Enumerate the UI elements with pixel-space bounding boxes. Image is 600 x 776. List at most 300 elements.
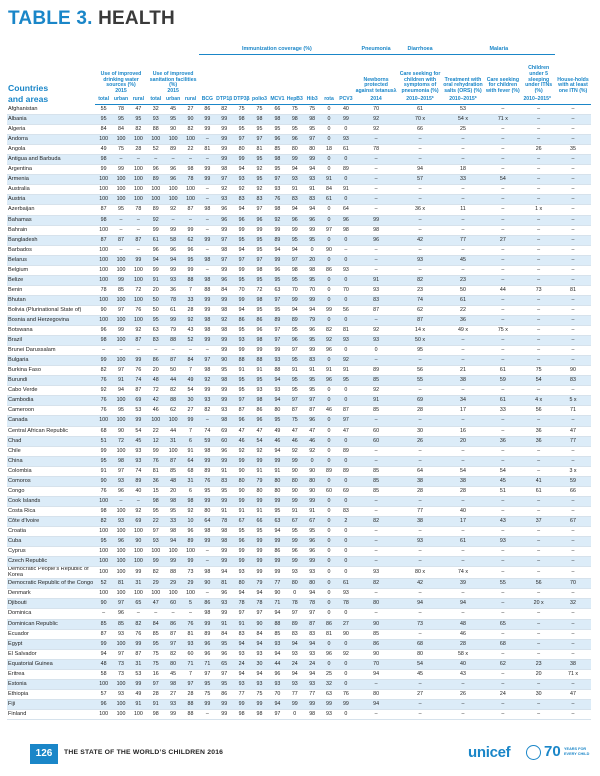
table-row [7,285,591,295]
table-cell: – [483,416,522,426]
table-cell: 98 [269,115,286,125]
table-cell: 53 [130,406,147,416]
country-name: Ecuador [7,629,95,639]
country-name: Andorra [7,135,95,145]
table-cell: 14 x [398,326,443,336]
table-cell: 0 [337,436,354,446]
table-cell: 96 [95,699,112,709]
table-cell: 52 [182,336,199,346]
table-cell: 31 [164,436,181,446]
table-cell: 99 [269,225,286,235]
table-cell: 94 [286,205,303,215]
table-cell: 85 [355,486,398,496]
table-cell: 90 [199,579,215,589]
table-cell: 47 [555,689,591,699]
table-cell: 89 [164,145,181,155]
table-cell: – [522,235,555,245]
table-cell: 0 [286,589,303,599]
table-cell: 88 [269,366,286,376]
table-cell: 93 [216,599,233,609]
table-cell: 0 [337,195,354,205]
table-row [7,305,591,315]
table-cell: 60 [164,599,181,609]
table-cell: – [355,456,398,466]
table-cell: 95 [216,486,233,496]
table-cell: 96 [269,669,286,679]
table-cell: – [522,115,555,125]
table-cell: 99 [250,547,268,557]
table-cell: – [443,446,484,456]
table-cell: 76 [199,476,215,486]
table-cell: 99 [337,115,354,125]
table-cell: 95 [303,235,320,245]
table-cell: 90 [164,125,181,135]
table-cell: 0 [321,496,337,506]
table-cell: 100 [112,639,129,649]
table-cell: 99 [286,155,303,165]
table-cell: 80 [250,486,268,496]
table-row [7,537,591,547]
table-cell: – [130,346,147,356]
table-cell: – [443,679,484,689]
table-cell: 81 [337,326,354,336]
table-cell: 99 [250,496,268,506]
table-cell: 0 [321,235,337,245]
table-cell: 95 [216,679,233,689]
table-cell: – [555,547,591,557]
table-cell: – [483,245,522,255]
table-cell: 94 [355,669,398,679]
table-cell: 62 [164,406,181,416]
table-cell: 72 [147,386,164,396]
table-cell: – [443,589,484,599]
table-cell: 72 [112,436,129,446]
table-cell: 89 [321,466,337,476]
table-cell: 73 [112,659,129,669]
table-cell: – [443,155,484,165]
table-cell: 88 [182,699,199,709]
table-cell: 66 [269,105,286,115]
table-cell: 92 [182,315,199,325]
table-cell: 97 [182,679,199,689]
table-cell: 96 [321,376,337,386]
table-cell: 98 [199,275,215,285]
table-cell: 45 [164,105,181,115]
country-name: Dominican Republic [7,619,95,629]
table-cell: 85 [269,629,286,639]
table-cell: 94 [112,386,129,396]
col-year2014: 2014 [355,95,398,105]
table-cell: 100 [147,547,164,557]
table-row [7,386,591,396]
table-cell: 95 [250,275,268,285]
table-cell: 98 [182,165,199,175]
table-cell: – [522,386,555,396]
table-cell: 87 [130,336,147,346]
table-cell: 59 [483,376,522,386]
country-name: Dominica [7,609,95,619]
table-cell: 98 [199,255,215,265]
table-cell: – [355,205,398,215]
table-cell: – [443,456,484,466]
table-cell: 47 [147,599,164,609]
table-row [7,356,591,366]
table-cell: 25 [321,669,337,679]
table-cell: 95 [250,526,268,536]
table-cell: 100 [95,245,112,255]
table-cell: 93 [321,709,337,719]
table-cell: 91 [147,275,164,285]
table-cell: 90 [321,245,337,255]
table-cell: – [522,629,555,639]
table-cell: 90 [182,115,199,125]
table-row [7,165,591,175]
table-cell: 100 [95,195,112,205]
table-cell: 95 [250,245,268,255]
table-cell: 0 [337,476,354,486]
table-cell: 90 [286,486,303,496]
table-cell: 100 [95,175,112,185]
table-cell: 77 [303,689,320,699]
col-rota: rota [321,95,337,105]
table-cell: 99 [164,265,181,275]
table-cell: 0 [321,426,337,436]
table-cell: 32 [321,679,337,689]
table-cell: 99 [269,567,286,579]
table-row [7,426,591,436]
table-cell: 97 [112,599,129,609]
table-cell: 96 [303,326,320,336]
table-cell: 67 [233,516,250,526]
table-cell: – [522,526,555,536]
country-name: Bangladesh [7,235,95,245]
table-cell: 99 [130,639,147,649]
country-name: Burkina Faso [7,366,95,376]
table-cell: 98 [147,496,164,506]
table-cell: 99 [130,567,147,579]
table-cell: 0 [321,557,337,567]
table-cell: 89 [269,315,286,325]
country-name: Canada [7,416,95,426]
table-cell: 83 [250,195,268,205]
table-cell: 60 [355,436,398,446]
table-cell: 74 [398,295,443,305]
table-cell: 0 [321,275,337,285]
table-cell: – [355,265,398,275]
table-cell: – [355,547,398,557]
table-cell: – [199,547,215,557]
table-cell: 53 [130,669,147,679]
country-name: Democratic Republic of the Congo [7,579,95,589]
col-yr-3: 2010–2015* [483,95,591,105]
table-cell: 91 [269,466,286,476]
table-cell: 54 [398,659,443,669]
table-cell: – [199,346,215,356]
table-cell: – [555,245,591,255]
table-cell: 36 [522,436,555,446]
table-cell: 54 [182,386,199,396]
table-cell: 47 [130,105,147,115]
table-cell: – [555,135,591,145]
table-cell: – [443,699,484,709]
table-cell: 90 [269,589,286,599]
table-cell: 96 [250,416,268,426]
table-cell: 0 [321,356,337,366]
table-cell: – [443,135,484,145]
table-row [7,336,591,346]
table-cell: 99 [250,225,268,235]
country-name: Chile [7,446,95,456]
table-cell: 55 [95,105,112,115]
table-row [7,456,591,466]
table-cell: 96 [321,649,337,659]
table-cell: 46 [321,406,337,416]
table-cell: 96 [112,537,129,547]
table-cell: 61 [483,396,522,406]
table-cell: 94 [250,639,268,649]
table-cell: 95 [199,679,215,689]
table-cell: 100 [182,547,199,557]
table-cell: – [483,295,522,305]
table-cell: 91 [95,466,112,476]
table-cell: 82 [130,125,147,135]
table-cell: 100 [164,589,181,599]
table-cell: 98 [164,496,181,506]
table-cell: 97 [147,526,164,536]
table-cell: 94 [286,305,303,315]
country-name: Burundi [7,376,95,386]
table-cell: 85 [355,466,398,476]
table-cell: 99 [164,557,181,567]
table-cell: 91 [355,396,398,406]
table-cell: 95 [233,235,250,245]
pneumonia-header: Pneumonia [355,45,398,55]
table-cell: 93 [112,629,129,639]
table-cell: 98 [303,265,320,275]
table-cell: – [522,336,555,346]
table-row [7,135,591,145]
table-cell: 95 [216,366,233,376]
table-cell: 95 [147,639,164,649]
table-cell: – [555,315,591,325]
country-name: Armenia [7,175,95,185]
table-cell: 92 [355,125,398,135]
table-cell: 46 [303,436,320,446]
table-cell: 99 [233,265,250,275]
table-cell: 90 [130,537,147,547]
table-cell: 90 [286,466,303,476]
table-cell: 97 [164,639,181,649]
table-row [7,185,591,195]
table-cell: – [555,185,591,195]
table-cell: – [130,155,147,165]
table-cell: 99 [147,446,164,456]
table-cell: – [443,195,484,205]
table-cell: 91 [216,506,233,516]
table-cell: 89 [182,537,199,547]
table-cell: 22 [147,426,164,436]
table-cell: – [555,629,591,639]
table-cell: – [112,496,129,506]
table-cell: 40 [443,659,484,669]
table-cell: 91 [233,366,250,376]
table-cell: 87 [303,619,320,629]
country-name: Brazil [7,336,95,346]
table-cell: 97 [269,326,286,336]
table-cell: 87 [130,649,147,659]
table-cell: – [555,195,591,205]
table-cell: 100 [130,547,147,557]
table-cell: 99 [216,295,233,305]
col-dtp1: DTP1β [216,95,233,105]
table-cell: 78 [355,145,398,155]
table-cell: 99 [216,145,233,155]
table-cell: 92 [250,446,268,456]
table-cell: – [355,446,398,456]
table-cell: 86 [199,105,215,115]
table-cell: – [522,105,555,115]
table-cell: 87 [130,235,147,245]
table-cell: 0 [337,669,354,679]
table-cell: 73 [522,285,555,295]
table-cell: 54 [130,426,147,436]
table-cell: 52 [147,145,164,155]
table-cell: 70 [337,285,354,295]
table-cell: – [483,105,522,115]
hh-itn-header: House-holds with at least one ITN (%) [557,76,589,95]
table-cell: 95 [286,326,303,336]
table-cell: – [164,155,181,165]
table-cell: – [443,416,484,426]
table-cell: – [483,589,522,599]
table-cell: 97 [269,709,286,719]
table-cell: – [555,386,591,396]
table-cell: 99 [216,225,233,235]
table-cell: – [555,175,591,185]
table-cell: 99 [199,175,215,185]
table-cell: 97 [233,255,250,265]
table-cell: 0 [321,205,337,215]
table-cell: 99 [216,336,233,346]
table-row [7,115,591,125]
table-cell: 97 [269,336,286,346]
table-cell: 96 [286,547,303,557]
table-cell: 75 [112,145,129,155]
table-cell: – [483,315,522,325]
table-cell: 100 [164,416,181,426]
col-bcg: BCG [199,95,215,105]
table-cell: 65 [483,619,522,629]
table-row [7,679,591,689]
table-cell: 95 [130,115,147,125]
table-cell: 100 [147,416,164,426]
table-cell: 99 [233,456,250,466]
table-cell: 50 [443,285,484,295]
table-cell: 69 [216,426,233,436]
table-cell: 77 [443,235,484,245]
table-cell: 96 [286,215,303,225]
table-cell: 98 [199,446,215,456]
table-cell: – [398,356,443,366]
table-cell: 95 [286,526,303,536]
table-subject: HEALTH [98,8,175,29]
table-cell: – [555,446,591,456]
table-cell: 0 [337,567,354,579]
table-cell: 84 [147,619,164,629]
table-cell: 100 [95,567,112,579]
table-cell: 93 [112,516,129,526]
table-cell: 95 [216,639,233,649]
table-cell: 94 [269,649,286,659]
table-cell: – [398,699,443,709]
table-cell: 80 [286,145,303,155]
table-cell: 88 [164,336,181,346]
sanitation-year: 2015 [167,88,179,95]
table-cell: – [555,326,591,336]
table-cell: 98 [199,609,215,619]
table-cell: 87 [164,629,181,639]
table-cell: 99 [250,699,268,709]
table-cell: 90 [355,649,398,659]
table-cell: 0 [337,679,354,689]
table-cell: 99 [286,496,303,506]
table-cell: 33 [164,516,181,526]
table-cell: 94 [303,205,320,215]
table-cell: 98 [216,245,233,255]
col-polio3: polio3 [250,95,268,105]
country-name: Algeria [7,125,95,135]
table-cell: – [522,537,555,547]
table-cell: – [483,185,522,195]
table-cell: – [483,567,522,579]
table-cell: 93 [398,255,443,265]
table-cell: – [522,649,555,659]
table-cell: 88 [164,567,181,579]
table-cell: 98 [216,305,233,315]
table-row [7,506,591,516]
table-cell: 95 [303,125,320,135]
table-cell: – [199,195,215,205]
table-cell: 0 [337,526,354,536]
table-cell: – [555,709,591,719]
table-row [7,366,591,376]
table-cell: 88 [182,275,199,285]
table-row [7,496,591,506]
table-cell: 22 [147,516,164,526]
table-cell: 75 x [483,326,522,336]
table-cell: 98 [269,155,286,165]
country-name: Denmark [7,589,95,599]
table-cell: 89 [147,175,164,185]
table-cell: – [355,135,398,145]
table-cell: 91 [233,506,250,516]
table-cell: 99 [286,699,303,709]
table-cell: 56 [337,305,354,315]
table-cell: 24 [303,659,320,669]
table-cell: 79 [164,326,181,336]
table-row [7,155,591,165]
table-cell: 20 x [522,599,555,609]
table-cell: 69 [130,516,147,526]
table-cell: 95 [269,416,286,426]
table-cell: 61 [337,145,354,155]
table-cell: 0 [321,396,337,406]
table-cell: – [522,589,555,599]
table-cell: – [522,547,555,557]
table-cell: 34 [443,396,484,406]
table-cell: 91 [337,366,354,376]
table-cell: 83 [303,629,320,639]
